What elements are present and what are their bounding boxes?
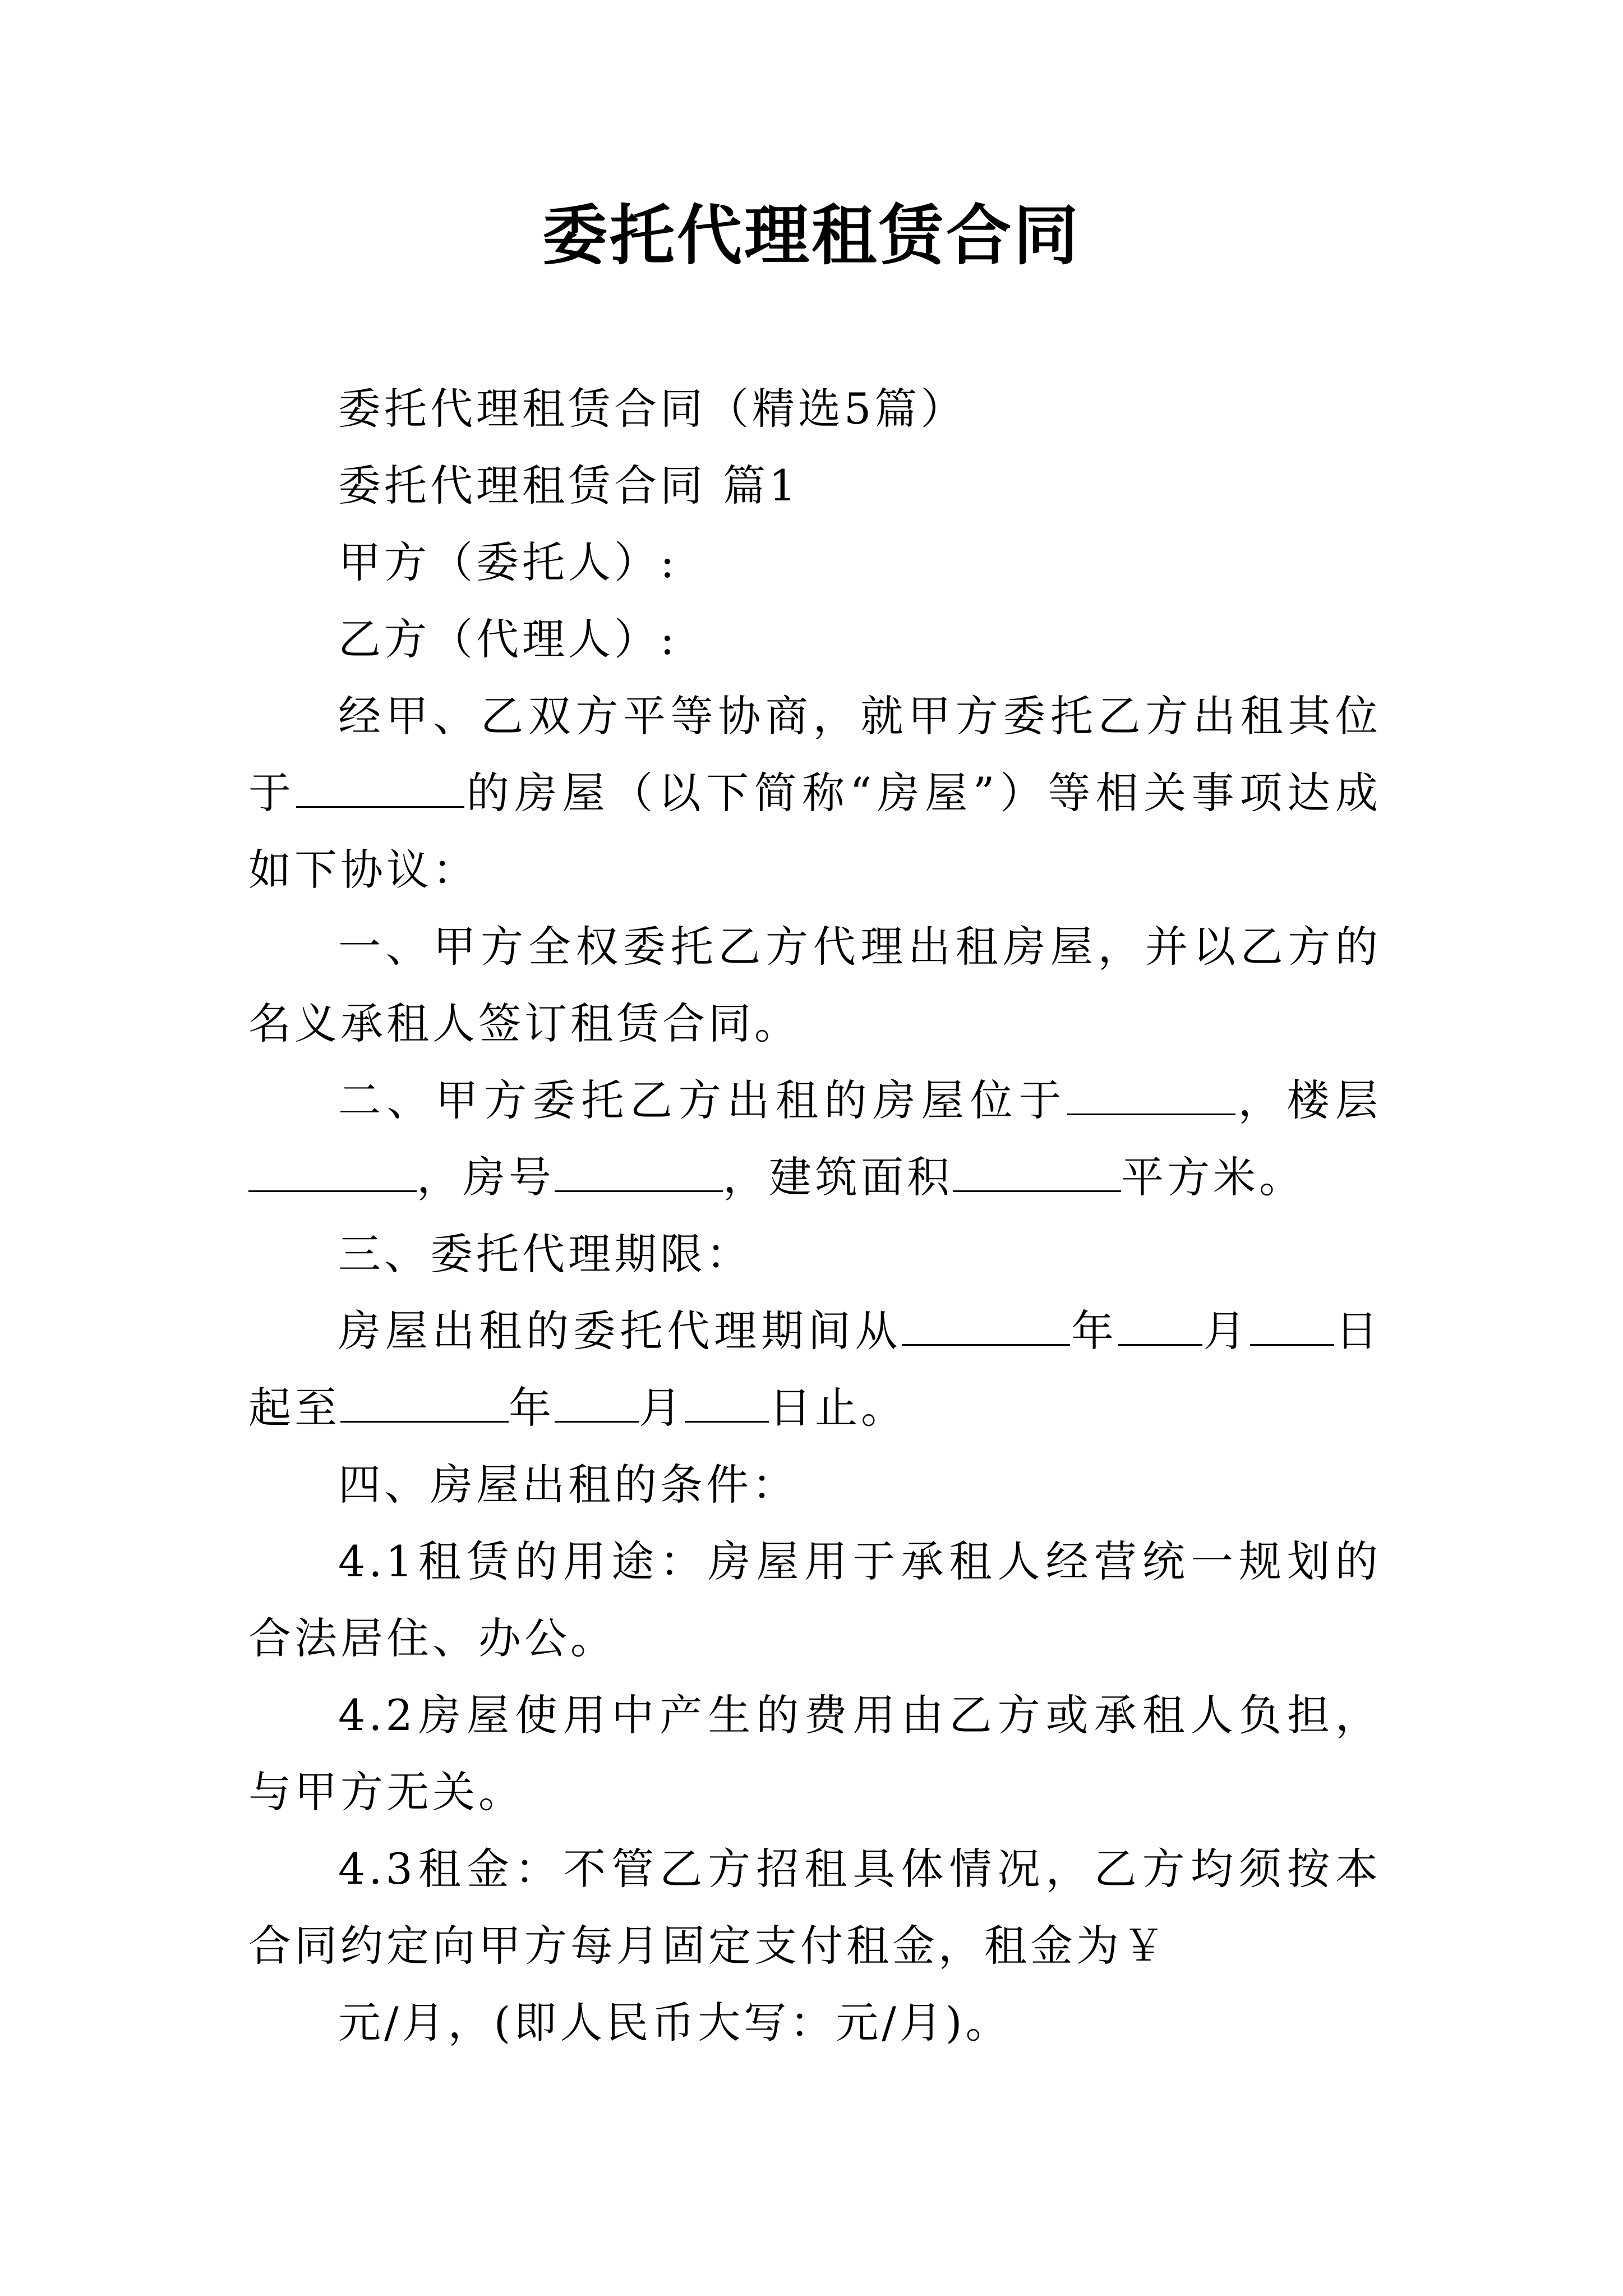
party-b-line: 乙方（代理人）: (338, 614, 678, 664)
clause-2-text-e: 平方米。 (1121, 1152, 1305, 1202)
clause-4-heading: 四、房屋出租的条件： (338, 1460, 798, 1510)
clause-3-heading: 三、委托代理期限： (338, 1229, 752, 1279)
party-a-line: 甲方（委托人）: (338, 537, 678, 587)
clause-1: 一、甲方全权委托乙方代理出租房屋，并以乙方的名义承租人签订租赁合同。 (248, 922, 1381, 1048)
blank-end-day (685, 1385, 769, 1423)
start-year-label: 年 (1070, 1306, 1118, 1356)
blank-start-month (1118, 1308, 1202, 1346)
clause-4-3: 4.3租金：不管乙方招租具体情况，乙方均须按本合同约定向甲方每月固定支付租金，租金为￥ (248, 1844, 1381, 1971)
start-month-label: 月 (1202, 1306, 1251, 1356)
blank-start-day (1250, 1308, 1334, 1346)
document-body (248, 370, 1381, 2061)
end-year-label: 年 (509, 1383, 555, 1433)
blank-location (296, 770, 464, 808)
clause-2-text-d: ，建筑面积 (723, 1152, 953, 1202)
document-title: 委托代理租赁合同 (542, 197, 1081, 274)
intro-text-a: 经甲、乙双方平等协商，就甲方委托乙方出租其位于 (248, 691, 1381, 818)
clause-2-text-c: ，房号 (417, 1152, 555, 1202)
clause-4-3-continued: 元/月，(即人民币大写：元/月)。 (338, 1998, 1012, 2047)
blank-end-year (340, 1385, 509, 1423)
blank-room-number (555, 1154, 723, 1192)
clause-4-2: 4.2房屋使用中产生的费用由乙方或承租人负担，与甲方无关。 (248, 1690, 1381, 1817)
intro-text-b: 的房屋（以下简称“房屋”）等相关事项达成如下协议： (248, 768, 1381, 895)
blank-area (953, 1154, 1121, 1192)
clause-2-text-a: 二、甲方委托乙方出租的房屋位于 (338, 1075, 1067, 1125)
blank-address (1067, 1078, 1235, 1115)
part-heading: 委托代理租赁合同 篇1 (338, 461, 800, 510)
subtitle-line: 委托代理租赁合同（精选5篇） (338, 384, 967, 434)
blank-end-month (555, 1385, 639, 1423)
clause-2 (248, 1062, 1381, 1216)
start-day-label: 日起至 (248, 1306, 1382, 1433)
blank-start-year (902, 1308, 1070, 1346)
clause-4-1: 4.1租赁的用途：房屋用于承租人经营统一规划的合法居住、办公。 (248, 1536, 1381, 1663)
clause-2-text-b: ，楼层 (1235, 1075, 1382, 1125)
intro-paragraph (248, 678, 1381, 908)
period-text-a: 房屋出租的委托代理期间从 (338, 1306, 902, 1356)
blank-floor (248, 1154, 417, 1192)
end-day-label: 日止。 (769, 1383, 907, 1433)
end-month-label: 月 (639, 1383, 685, 1433)
clause-3-period (248, 1292, 1381, 1446)
